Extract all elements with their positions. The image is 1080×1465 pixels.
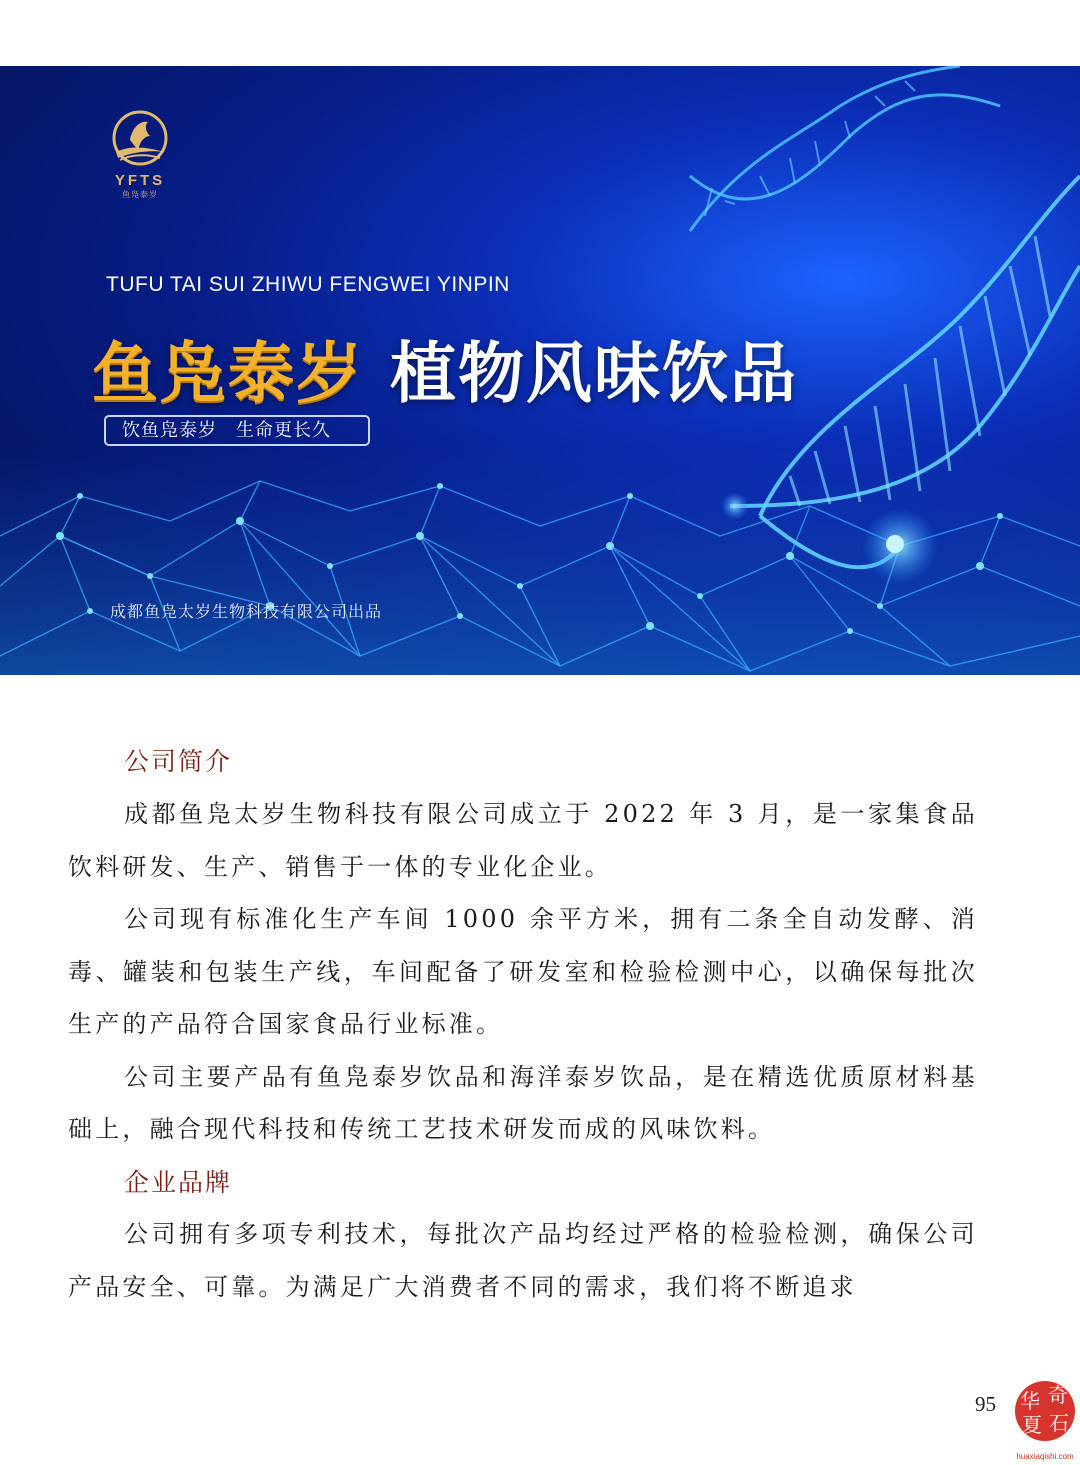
paragraph: 公司主要产品有鱼凫泰岁饮品和海洋泰岁饮品，是在精选优质原材料基础上，融合现代科技和传统工艺技术研发而成的风味饮料。: [68, 1062, 978, 1143]
watermark-glyph: 夏: [1022, 1413, 1042, 1437]
pinyin-subtitle: TUFU TAI SUI ZHIWU FENGWEI YINPIN: [106, 273, 510, 296]
section-heading-company-intro: 公司简介: [124, 747, 233, 776]
watermark-glyph: 奇: [1048, 1383, 1068, 1407]
page-number: 95: [975, 1392, 996, 1416]
banner-title: [92, 320, 798, 415]
watermark-url: huaxiaqishi.com: [1016, 1452, 1074, 1461]
section-heading-brand: 企业品牌: [124, 1168, 233, 1197]
watermark-glyph: 华: [1020, 1389, 1040, 1413]
fish-bird-logo-icon: [108, 110, 172, 170]
brand-logo: [100, 110, 180, 200]
paragraph: 公司现有标准化生产车间 1000 余平方米，拥有二条全自动发酵、消毒、罐装和包装生产线，车间配备了研发室和检验检测中心，以确保每批次生产的产品符合国家食品行业标准。: [68, 905, 978, 1038]
paragraph: 公司拥有多项专利技术，每批次产品均经过严格的检验检测，确保公司产品安全、可靠。为满足广大消费者不同的需求，我们将不断追求: [68, 1220, 978, 1301]
producer-credit: 成都鱼凫太岁生物科技有限公司出品: [110, 602, 383, 621]
section-company-intro: [68, 788, 978, 1156]
cover-banner: [0, 66, 1080, 675]
logo-chinese: 鱼凫泰岁: [122, 190, 158, 199]
logo-english: YFTS: [114, 172, 166, 189]
title-product: 植物风味饮品: [390, 335, 798, 412]
title-brand: 鱼凫泰岁: [92, 335, 364, 412]
site-watermark-seal-icon: [1012, 1376, 1078, 1452]
slogan-box: 饮鱼凫泰岁 生命更长久: [104, 415, 370, 446]
paragraph: 成都鱼凫太岁生物科技有限公司成立于 2022 年 3 月，是一家集食品饮料研发、生产、销售于一体的专业化企业。: [68, 800, 978, 881]
section-brand: [68, 1208, 978, 1313]
watermark-glyph: 石: [1049, 1411, 1069, 1435]
